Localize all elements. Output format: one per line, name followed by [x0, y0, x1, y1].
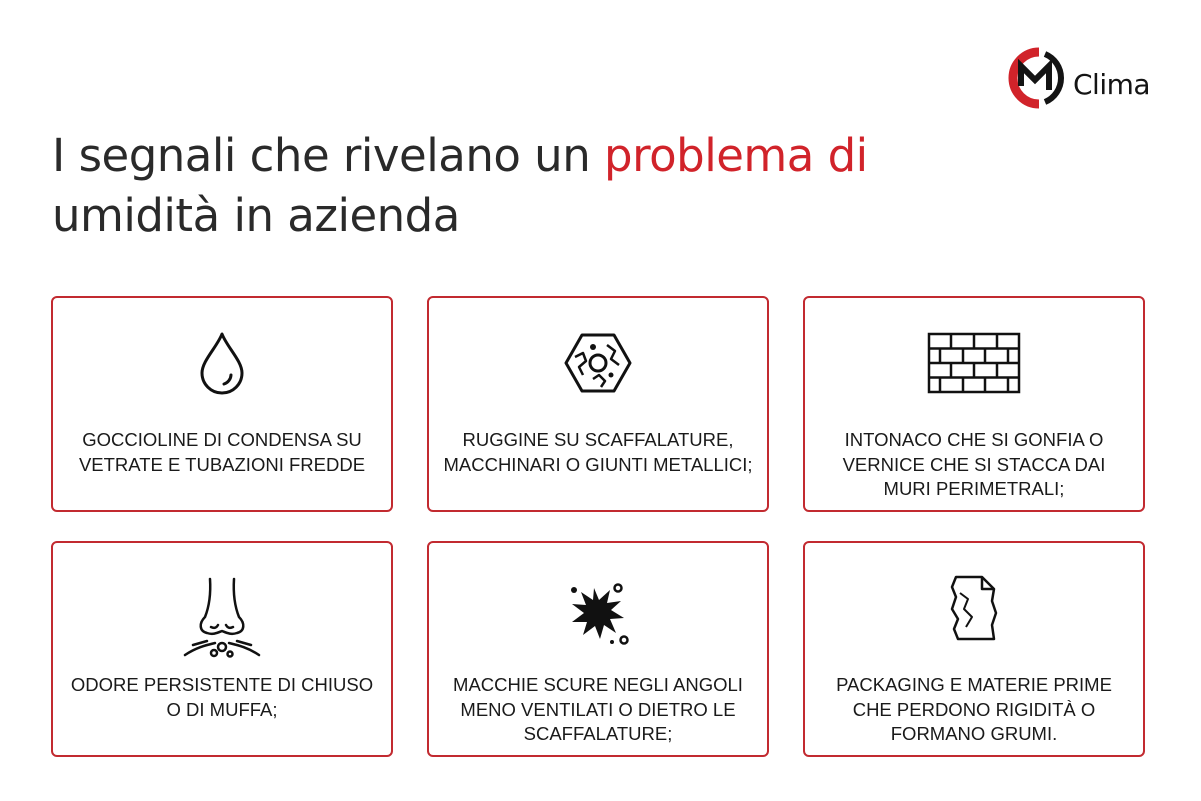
title-part-2: umidità in azienda — [52, 189, 460, 242]
nose-smell-icon — [53, 577, 391, 667]
signal-card-plaster — [803, 296, 1145, 512]
brick-wall-icon — [805, 328, 1143, 398]
card-label: MACCHIE SCURE NEGLI ANGOLI MENO VENTILATI O DIETRO LE SCAFFALATURE; — [453, 674, 743, 744]
card-label: RUGGINE SU SCAFFALATURE, MACCHINARI O GIUNTI METALLICI; — [443, 429, 753, 475]
signal-card-condensation — [51, 296, 393, 512]
card-label: ODORE PERSISTENTE DI CHIUSO O DI MUFFA; — [70, 674, 374, 720]
card-label: INTONACO CHE SI GONFIA O VERNICE CHE SI STACCA DAI MURI PERIMETRALI; — [842, 429, 1106, 499]
logo-text: Clima — [1073, 68, 1151, 101]
signal-card-stains — [427, 541, 769, 757]
title-highlight: problema di — [604, 129, 868, 182]
card-label: PACKAGING E MATERIE PRIME CHE PERDONO RIGIDITÀ O FORMANO GRUMI. — [836, 674, 1112, 744]
signal-card-rust — [427, 296, 769, 512]
crumpled-paper-icon — [805, 573, 1143, 643]
signal-card-odor — [51, 541, 393, 757]
rusty-nut-icon — [429, 328, 767, 398]
signal-card-packaging — [803, 541, 1145, 757]
mold-stain-icon — [429, 579, 767, 649]
water-drop-icon — [53, 328, 391, 398]
clima-logo-mark — [999, 46, 1073, 110]
clima-logo — [999, 46, 1159, 110]
card-label: GOCCIOLINE DI CONDENSA SU VETRATE E TUBAZIONI FREDDE — [78, 429, 366, 475]
page-title — [52, 126, 1052, 246]
title-part-1: I segnali che rivelano un — [52, 129, 605, 182]
